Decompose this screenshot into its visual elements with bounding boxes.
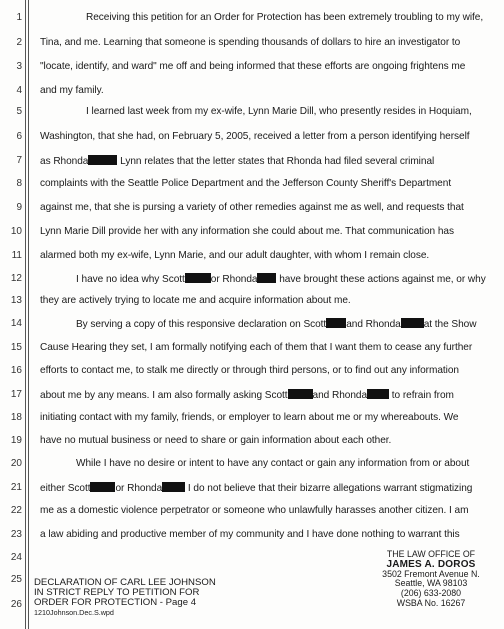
caption-line-1: DECLARATION OF CARL LEE JOHNSON (34, 577, 216, 588)
line-number: 15 (10, 342, 22, 353)
body-line-18: initiating contact with my family, friends, or employer to learn about me or my whereabouts. We (40, 412, 459, 423)
body-line-3: "locate, identify, and ward" me off and being informed that these efforts are ongoing frightens me (40, 61, 466, 72)
caption-line-2: IN STRICT REPLY TO PETITION FOR (34, 587, 200, 598)
redaction-box (88, 155, 117, 165)
redaction-box (257, 273, 276, 283)
line-number: 20 (10, 458, 22, 469)
body-line-12-c: have brought these actions against me, or why (279, 274, 486, 285)
body-line-2: Tina, and me. Learning that someone is spending thousands of dollars to hire an investigator to (40, 37, 461, 48)
body-line-1: Receiving this petition for an Order for Protection has been extremely troubling to my wife, (86, 12, 484, 23)
body-line-21-a: either Scott (40, 483, 91, 494)
body-line-7-b: Lynn relates that the letter states that Rhonda had filed several criminal (120, 156, 435, 167)
line-number: 21 (10, 482, 22, 493)
line-number: 25 (10, 574, 22, 585)
line-number: 17 (10, 389, 22, 400)
body-line-17-b: and Rhonda (312, 390, 368, 401)
line-number: 16 (10, 365, 22, 376)
line-number: 2 (16, 37, 22, 48)
line-number: 19 (10, 435, 22, 446)
margin-rule-left (25, 0, 26, 629)
body-line-12-b: or Rhonda (210, 274, 258, 285)
address-line-2: Seattle, WA 98103 (394, 578, 468, 589)
margin-rule-right (28, 0, 29, 629)
line-number: 22 (10, 505, 22, 516)
body-line-15: Cause Hearing they set, I am formally notifying each of them that I want them to cease any further (40, 342, 473, 353)
body-line-10: Lynn Marie Dill provide her with any information she could about me. That communication has (40, 226, 454, 237)
line-number: 6 (16, 131, 22, 142)
body-line-21-b: or Rhonda (115, 483, 163, 494)
body-line-17-c: to refrain from (391, 390, 454, 401)
bar-number: WSBA No. 16267 (396, 597, 466, 608)
caption-line-3: ORDER FOR PROTECTION - Page 4 (34, 597, 197, 608)
line-number: 23 (10, 529, 22, 540)
redaction-box (367, 389, 389, 399)
body-line-6: Washington, that she had, on February 5, 2005, received a letter from a person identifying herself (40, 131, 470, 142)
body-line-7-a: as Rhonda (40, 156, 89, 167)
body-line-14 (76, 318, 476, 331)
law-office-block (369, 550, 493, 609)
body-line-11: alarmed both my ex-wife, Lynn Marie, and our adult daughter, with whom I remain close. (40, 250, 430, 261)
body-line-12 (76, 273, 486, 286)
address-line-1: 3502 Fremont Avenue N. (382, 568, 480, 579)
line-number: 24 (10, 552, 22, 563)
body-line-4: and my family. (40, 85, 104, 96)
body-line-16: efforts to contact me, to stalk me directly or through third persons, or to find out any information (40, 365, 459, 376)
body-line-22: me as a domestic violence perpetrator or someone who unlawfully harasses another citizen. I am (40, 505, 469, 516)
redaction-box (162, 482, 185, 492)
phone-number: (206) 633-2080 (400, 588, 462, 599)
line-number: 14 (10, 318, 22, 329)
line-number: 8 (16, 178, 22, 189)
body-line-7 (40, 155, 434, 168)
line-number: 26 (10, 599, 22, 610)
attorney-name: JAMES A. DOROS (386, 558, 476, 570)
line-number: 5 (16, 106, 22, 117)
line-number: 11 (11, 250, 22, 261)
body-line-21 (40, 482, 472, 495)
redaction-box (90, 482, 115, 492)
line-number: 12 (10, 273, 22, 284)
body-line-17 (40, 389, 454, 402)
redaction-box (326, 318, 346, 328)
body-line-8: complaints with the Seattle Police Department and the Jefferson County Sheriff's Department (40, 178, 452, 189)
redaction-box (401, 318, 424, 328)
line-number: 1 (16, 12, 22, 23)
body-line-23: a law abiding and productive member of my community and I have done nothing to warrant this (40, 529, 460, 540)
document-caption (34, 578, 216, 618)
file-name: 1210Johnson.Dec.S.wpd (34, 608, 114, 617)
line-number: 10 (10, 226, 22, 237)
body-line-9: against me, that she is pursing a variety of other remedies against me as well, and requests that (40, 202, 464, 213)
line-number: 4 (16, 85, 22, 96)
body-line-13: they are actively trying to locate me and acquire information about me. (40, 295, 351, 306)
body-line-5: I learned last week from my ex-wife, Lynn Marie Dill, who presently resides in Hoquiam, (86, 106, 472, 117)
line-number: 18 (10, 412, 22, 423)
line-number: 3 (16, 61, 22, 72)
body-line-14-a: By serving a copy of this responsive declaration on Scott (76, 319, 327, 330)
body-line-19: have no mutual business or need to share or gain information about each other. (40, 435, 392, 446)
office-label: THE LAW OFFICE OF (386, 549, 476, 559)
line-number: 9 (16, 202, 22, 213)
body-line-14-c: at the Show (423, 319, 477, 330)
line-number: 13 (10, 295, 22, 306)
line-number: 7 (16, 155, 22, 166)
body-line-12-a: I have no idea why Scott (76, 274, 185, 285)
body-line-20: While I have no desire or intent to have any contact or gain any information from or about (76, 458, 470, 469)
redaction-box (185, 273, 211, 283)
body-line-14-b: and Rhonda (346, 319, 401, 330)
body-line-17-a: about me by any means. I am also formally asking Scott (40, 390, 288, 401)
redaction-box (288, 389, 313, 399)
body-line-21-c: I do not believe that their bizarre allegations warrant stigmatizing (187, 483, 473, 494)
